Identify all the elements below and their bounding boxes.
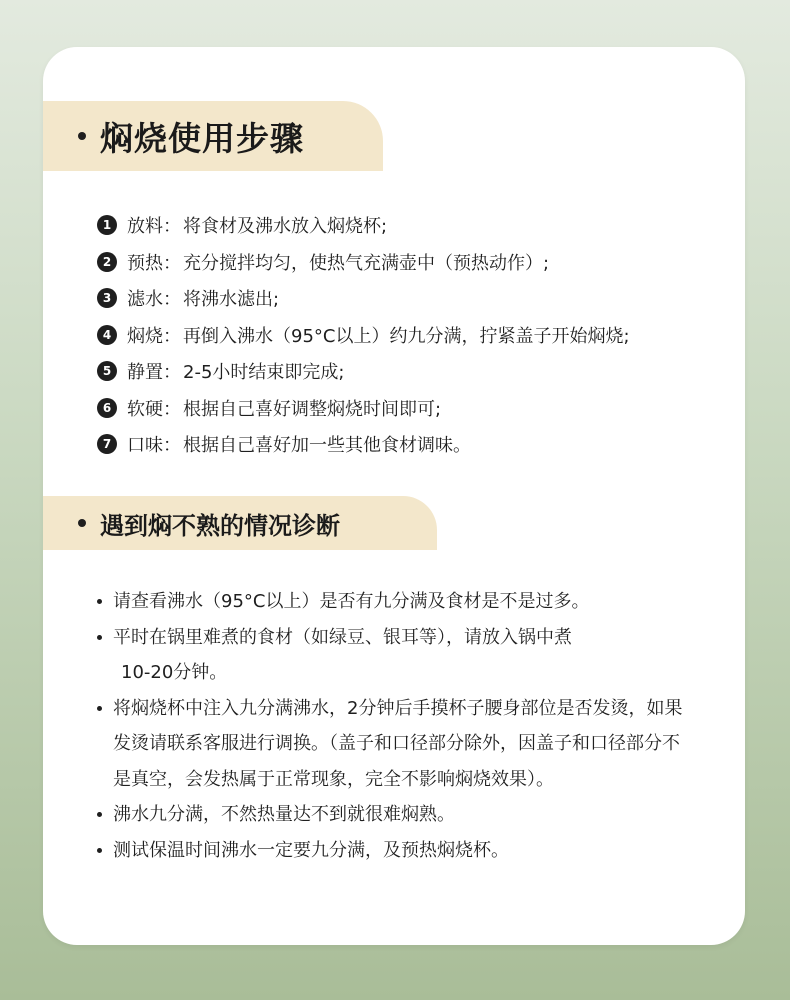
list-item xyxy=(97,390,630,427)
step-label: 焖烧： xyxy=(127,325,181,347)
steps-list xyxy=(97,207,630,463)
section-header-steps xyxy=(43,101,383,171)
item-text: 平时在锅里难煮的食材（如绿豆、银耳等），请放入锅中煮 xyxy=(113,626,572,648)
step-number-icon: 3 xyxy=(97,288,117,308)
bullet-icon xyxy=(97,848,102,853)
item-text-continued: 10-20分钟。 xyxy=(121,662,228,683)
step-number-icon: 1 xyxy=(97,215,117,235)
bullet-dot-icon xyxy=(78,132,86,140)
list-item xyxy=(97,244,630,281)
diagnosis-list xyxy=(95,584,695,868)
step-text: 根据自己喜好加一些其他食材调味。 xyxy=(183,435,471,457)
step-label: 滤水： xyxy=(127,289,181,311)
step-label: 静置： xyxy=(127,362,181,384)
item-text: 沸水九分满，不然热量达不到就很难焖熟。 xyxy=(113,804,455,825)
list-item xyxy=(95,833,695,869)
bullet-dot-icon xyxy=(78,519,86,527)
list-item xyxy=(97,426,630,463)
list-item xyxy=(97,353,630,390)
step-number-icon: 7 xyxy=(97,434,117,454)
section-title: 焖烧使用步骤 xyxy=(100,118,304,158)
list-item xyxy=(95,620,695,691)
step-number-icon: 5 xyxy=(97,361,117,381)
list-item xyxy=(95,584,695,620)
item-text: 测试保温时间沸水一定要九分满，及预热焖烧杯。 xyxy=(113,839,509,861)
item-text: 请查看沸水（95°C以上）是否有九分满及食材是不是过多。 xyxy=(113,591,590,612)
list-item xyxy=(97,207,630,244)
list-item xyxy=(97,317,630,354)
step-label: 口味： xyxy=(127,435,181,457)
section-title: 遇到焖不熟的情况诊断 xyxy=(100,511,340,540)
section-header-diagnosis xyxy=(43,496,437,550)
bullet-icon xyxy=(97,812,102,817)
content-card xyxy=(43,47,745,945)
step-number-icon: 4 xyxy=(97,325,117,345)
bullet-icon xyxy=(97,599,102,604)
step-label: 放料： xyxy=(127,216,181,238)
list-item xyxy=(95,797,695,833)
bullet-icon xyxy=(97,706,102,711)
step-label: 软硬： xyxy=(127,398,181,420)
step-text: 根据自己喜好调整焖烧时间即可; xyxy=(183,398,442,420)
bullet-icon xyxy=(97,635,102,640)
step-text: 将沸水滤出; xyxy=(183,289,280,311)
item-text: 将焖烧杯中注入九分满沸水，2分钟后手摸杯子腰身部位是否发烫，如果发烫请联系客服进行调换。（盖子和口径部分除外，因盖子和口径部分不是真空，会发热属于正常现象，完全不影响焖烧效果）。 xyxy=(113,697,683,790)
step-text: 将食材及沸水放入焖烧杯; xyxy=(183,216,388,238)
step-text: 2-5小时结束即完成; xyxy=(183,362,345,384)
step-number-icon: 6 xyxy=(97,398,117,418)
step-label: 预热： xyxy=(127,252,181,274)
step-number-icon: 2 xyxy=(97,252,117,272)
step-text: 再倒入沸水（95°C以上）约九分满，拧紧盖子开始焖烧; xyxy=(183,325,630,347)
step-text: 充分搅拌均匀，使热气充满壶中（预热动作）; xyxy=(183,252,550,274)
list-item xyxy=(97,280,630,317)
list-item xyxy=(95,691,695,798)
